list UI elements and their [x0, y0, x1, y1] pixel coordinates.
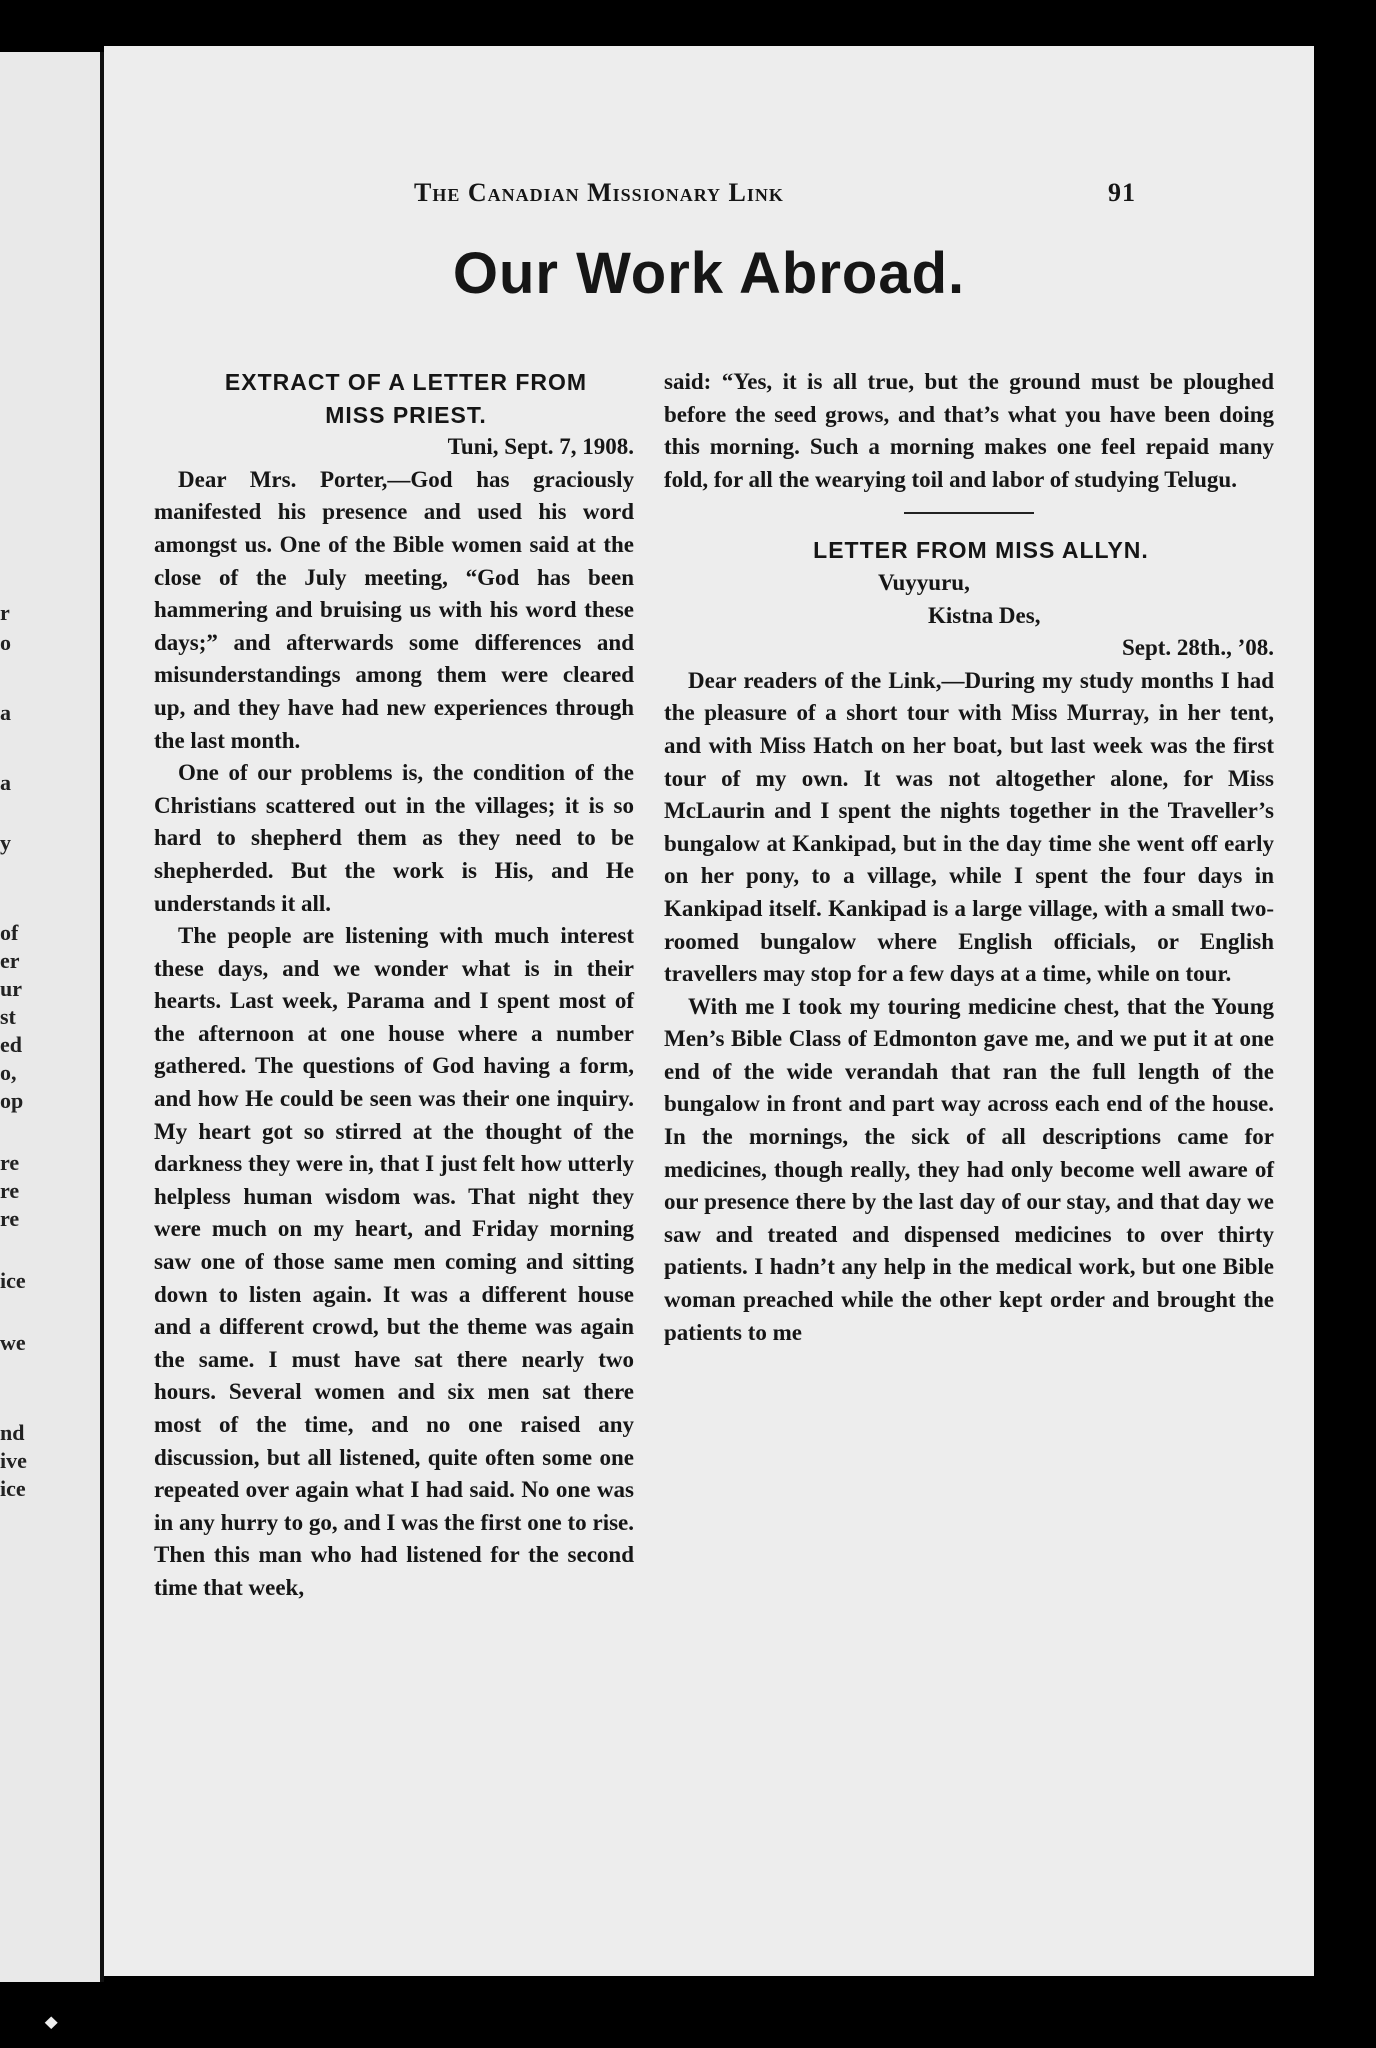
prev-page-text-fragment: a [0, 700, 11, 725]
right-column [664, 366, 1274, 1349]
letter-heading-priest-line1: EXTRACT OF A LETTER FROM [224, 369, 588, 395]
prev-page-text-fragment: of [0, 920, 19, 945]
previous-page-edge [0, 52, 104, 1982]
prev-page-text-fragment: o, [0, 1060, 17, 1085]
prev-page-text-fragment: re [0, 1206, 20, 1231]
prev-page-text-fragment: nd [0, 1420, 25, 1445]
paragraph: One of our problems is, the condition of the Christians scattered out in the villages; it is so hard to shepherd them as they need to be shepherded. But the work is His, and He understands it all. [154, 760, 634, 916]
magazine-page [104, 46, 1314, 1976]
letter-heading-allyn: LETTER FROM MISS ALLYN. [813, 537, 1149, 564]
prev-page-text-fragment: ice [0, 1268, 26, 1293]
prev-page-text-fragment: re [0, 1150, 20, 1175]
paragraph: Dear readers of the Link,—During my study months I had the pleasure of a short tour with Miss Murray, in her tent, and with Miss Hatch on her boat, but last week was the first tour of my own. It was not altogether alone, for Miss McLaurin and I spent the nights together in the Traveller’s bungalow at Kankipad, but in the day time she went off early on her pony, to a village, while I spent the four days in Kankipad itself. Kankipad is a large village, with a small two-roomed bungalow where English officials, or English travellers may stop for a few days at a time, while on tour. [664, 667, 1274, 987]
paragraph: With me I took my touring medicine chest, that the Young Men’s Bible Class of Edmonton gave me, and we put it at one end of the wide verandah that ran the full length of the bungalow in front and part way across each end of the house. In the mornings, the sick of all descriptions came for medicines, though really, they had only become well aware of our presence there by the last day of our stay, and that day we saw and treated and dispensed medicines to over thirty patients. I hadn’t any help in the medical work, but one Bible woman preached while the other kept order and brought the patients to me [664, 993, 1274, 1345]
prev-page-text-fragment: ice [0, 1476, 26, 1501]
address-line: Kistna Des, [928, 602, 1041, 628]
prev-page-text-fragment: r [0, 600, 10, 625]
prev-page-text-fragment: ive [0, 1448, 27, 1473]
scan-mark: ⯁ [44, 2014, 59, 2035]
prev-page-text-fragment: a [0, 770, 11, 795]
page-title: Our Work Abroad. [452, 241, 966, 306]
paragraph: Dear Mrs. Porter,—God has graciously manifested his presence and used his word amongst us. One of the Bible women said at the close of the July meeting, “God has been hammering and bruising us with his word these days;” and afterwards some differences and misunderstandings among them were cleared up, and they have had new experiences through the last month. [154, 466, 634, 753]
dateline: Sept. 28th., ’08. [1121, 635, 1274, 661]
prev-page-text-fragment: we [0, 1330, 26, 1355]
page-number: 91 [1108, 178, 1136, 207]
letter-heading-priest-line2: MISS PRIEST. [325, 401, 487, 428]
left-column [154, 366, 634, 1605]
dateline: Tuni, Sept. 7, 1908. [447, 434, 634, 460]
prev-page-text-fragment: ed [0, 1032, 22, 1057]
prev-page-text-fragment: o [0, 630, 11, 655]
section-divider [904, 512, 1034, 514]
running-header-title: The Canadian Missionary Link [414, 178, 784, 207]
address-line: Vuyyuru, [878, 569, 970, 595]
prev-page-text-fragment: re [0, 1178, 20, 1203]
prev-page-text-fragment: st [0, 1004, 16, 1029]
prev-page-text-fragment: y [0, 830, 11, 855]
prev-page-text-fragment: ur [0, 976, 22, 1001]
prev-page-text-fragment: op [0, 1088, 24, 1113]
prev-page-text-fragment: er [0, 948, 20, 973]
paragraph: The people are listening with much interest these days, and we wonder what is in their hearts. Last week, Parama and I spent most of the afternoon at one house where a number gathered. The questions of God having a form, and how He could be seen was their one inquiry. My heart got so stirred at the thought of the darkness they were in, that I just felt how utterly helpless human wisdom was. That night they were much on my heart, and Friday morning saw one of those same men coming and sitting down to listen again. It was a different house and a different crowd, but the theme was again the same. I must have sat there nearly two hours. Several women and six men sat there most of the time, and no one raised any discussion, but all listened, quite often some one repeated over again what I had said. No one was in any hurry to go, and I was the first one to rise. Then this man who had listened for the second time that week, [154, 923, 634, 1600]
paragraph-continued: said: “Yes, it is all true, but the ground must be ploughed before the seed grows, and that’s what you have been doing this morning. Such a morning makes one feel repaid many fold, for all the wearying toil and labor of studying Telugu. [664, 369, 1274, 492]
